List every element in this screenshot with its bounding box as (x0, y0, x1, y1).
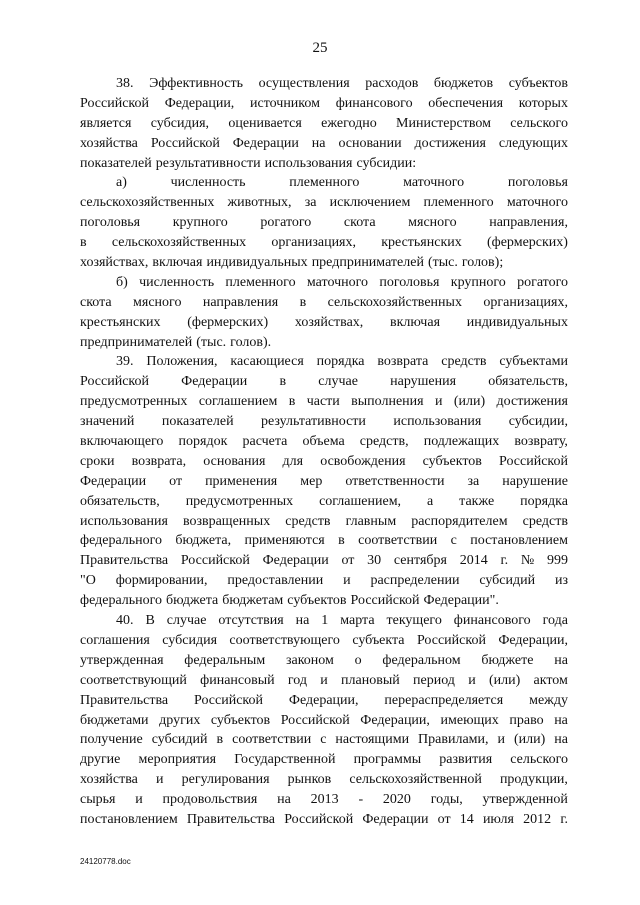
word: субсидий (151, 732, 208, 748)
word: организациях, (483, 294, 568, 310)
text-line (80, 134, 568, 154)
word: финансового (453, 613, 531, 629)
word: племенного (225, 274, 296, 290)
word: перераспределяется (384, 692, 504, 708)
word: отсутствия (218, 613, 284, 629)
text-line (80, 671, 568, 691)
word: о (354, 652, 362, 668)
word: 2020 (382, 792, 411, 808)
word: основании (338, 135, 402, 151)
word: Государственной (234, 752, 336, 768)
word: скота (80, 294, 112, 310)
word: Российской (80, 374, 149, 390)
word: главным (345, 513, 397, 529)
word: субъектов (422, 453, 482, 469)
text-line (80, 114, 568, 134)
word: крестьянских (80, 314, 161, 330)
word: значений (80, 414, 135, 430)
word: 1 (321, 613, 329, 629)
word: Федерации (80, 473, 147, 489)
word: сырья (80, 792, 116, 808)
word: субсидий (479, 573, 536, 589)
word: программы (353, 752, 422, 768)
word: федеральным (184, 652, 266, 668)
word: 39. (116, 354, 134, 370)
word: крупного (172, 215, 228, 231)
word: голов); (461, 255, 504, 271)
word: для (282, 453, 304, 469)
word: бюджета (166, 593, 219, 609)
word: Федерации (181, 374, 248, 390)
word: финансовый (200, 672, 275, 688)
word: сельского (510, 115, 568, 131)
word: направления, (489, 215, 568, 231)
word: бюджетами (80, 712, 149, 728)
word: в (338, 533, 345, 549)
word: средств (441, 354, 487, 370)
word: (или) (514, 732, 546, 748)
word: утвержденная (80, 652, 164, 668)
word: в (279, 374, 287, 390)
word: (фермерских) (187, 314, 269, 330)
word: порядка (316, 354, 365, 370)
text-line (80, 94, 568, 114)
word: поголовья (379, 274, 440, 290)
word: субъектов (287, 593, 347, 609)
word: г. (500, 553, 509, 569)
word: финансового (335, 95, 413, 111)
word: федерального (80, 593, 163, 609)
word: соответствии (232, 732, 312, 748)
text-line (80, 711, 568, 731)
word: и (343, 573, 351, 589)
word: годы, (430, 792, 463, 808)
word: 40. (116, 613, 134, 629)
word: направления (202, 294, 279, 310)
word: порядок (178, 434, 228, 450)
word: использования (264, 155, 353, 171)
word: утвержденной (482, 792, 568, 808)
word: Российской (284, 811, 354, 827)
word: имеющих (440, 712, 499, 728)
word: другие (80, 752, 121, 768)
word: соглашением, (319, 493, 402, 509)
word: федеральном (382, 652, 461, 668)
word: сроки (80, 453, 115, 469)
word: маточного (506, 195, 568, 211)
word: на (295, 613, 310, 629)
word: в (80, 235, 87, 251)
word: на (554, 712, 568, 728)
word: а) (116, 175, 127, 191)
word: части (306, 394, 340, 410)
word: предусмотренных (80, 394, 188, 410)
text-line (80, 492, 568, 512)
word: достижения (496, 394, 568, 410)
word: года (542, 613, 568, 629)
word: расчета (242, 434, 288, 450)
word: а (427, 493, 434, 509)
word: на (277, 792, 291, 808)
word: хозяйства (80, 135, 138, 151)
word: мероприятия (138, 752, 217, 768)
word: результативности (261, 414, 366, 430)
word: ежегодно (321, 115, 377, 131)
word: и (434, 394, 443, 410)
text-line (80, 412, 568, 432)
word: применяются (244, 533, 325, 549)
word: племенного (289, 175, 360, 191)
word: маточного (306, 274, 369, 290)
word: б) (116, 274, 128, 290)
word: Российской (350, 593, 420, 609)
word: (или) (488, 672, 521, 688)
word: право (509, 712, 544, 728)
word: Российской (80, 95, 149, 111)
word: средств, (359, 434, 409, 450)
word: крестьянских (381, 235, 462, 251)
word: сельскохозяйственных (327, 294, 462, 310)
word: субсидии: (356, 155, 417, 171)
word: Федерации, (288, 692, 359, 708)
word: рогатого (260, 215, 312, 231)
word: получение (80, 732, 143, 748)
word: подлежащих (423, 434, 500, 450)
word: случае (166, 613, 207, 629)
word: применения (205, 473, 278, 489)
text-line (80, 452, 568, 472)
word: за (467, 473, 480, 489)
word: субъектами (499, 354, 568, 370)
word: случае (318, 374, 358, 390)
word: достижения (414, 135, 486, 151)
word: сельскохозяйственных (111, 235, 247, 251)
word: Правительства (80, 553, 169, 569)
word: использования (80, 513, 168, 529)
word: в (288, 394, 296, 410)
word: бюджетам (222, 593, 284, 609)
word: Министерством (396, 115, 491, 131)
word: сельского (510, 752, 568, 768)
word: нарушения (390, 374, 457, 390)
word: которых (518, 95, 568, 111)
word: от (437, 811, 451, 827)
word: показателей (161, 414, 234, 430)
document-body (80, 74, 568, 830)
word: соответствии (358, 533, 438, 549)
word: Федерации (262, 553, 329, 569)
word: освобождения (320, 453, 406, 469)
word: расходов (365, 76, 419, 91)
word: обязательств, (488, 374, 568, 390)
word: бюджете (481, 652, 534, 668)
text-line (80, 213, 568, 233)
word: Правительства (186, 811, 276, 827)
page-number: 25 (312, 40, 328, 56)
text-line (80, 591, 568, 611)
word: поголовья (80, 215, 141, 231)
word: продовольствия (162, 792, 258, 808)
text-line (80, 512, 568, 532)
word: индивидуальных (466, 314, 568, 330)
word: и (156, 772, 164, 788)
word: Федерации". (423, 593, 499, 609)
word: формировании, (115, 573, 208, 589)
word: организациях, (271, 235, 356, 251)
word: возврата (377, 354, 429, 370)
word: Федерации, (164, 95, 235, 111)
text-line (80, 352, 568, 372)
word: 999 (546, 553, 568, 569)
word: между (529, 692, 568, 708)
word: средств (285, 513, 331, 529)
word: от (341, 553, 355, 569)
word: включая (152, 255, 203, 271)
word: маточного (403, 175, 465, 191)
word: настоящими (335, 732, 410, 748)
text-line (80, 571, 568, 591)
word: Российской (416, 632, 486, 648)
word: Федерации (362, 811, 429, 827)
word: распорядителем (411, 513, 508, 529)
text-line (80, 173, 568, 193)
word: включая (389, 314, 441, 330)
word: рогатого (517, 274, 568, 290)
word: предпринимателей (80, 334, 193, 350)
word: порядка (520, 493, 568, 509)
word: июля (482, 811, 514, 827)
word: осуществления (258, 76, 350, 91)
word: основания (203, 453, 266, 469)
text-line (80, 432, 568, 452)
word: и (497, 732, 506, 748)
text-line (80, 691, 568, 711)
word: за (304, 195, 317, 211)
word: с (320, 732, 327, 748)
word: № (520, 553, 535, 569)
word: мер (300, 473, 323, 489)
word: марта (340, 613, 375, 629)
word: соглашением (198, 394, 278, 410)
word: следующих (498, 135, 568, 151)
word: распределении (370, 573, 460, 589)
text-line (80, 770, 568, 790)
word: ответственности (345, 473, 445, 489)
word: развития (439, 752, 493, 768)
text-line (80, 333, 568, 353)
word: субсидия (162, 632, 218, 648)
word: и (468, 672, 476, 688)
word: объема (302, 434, 345, 450)
word: Российской (280, 712, 350, 728)
word: хозяйствах, (80, 255, 149, 271)
word: на (311, 135, 326, 151)
word: Положения, (146, 354, 218, 370)
word: регулирования (181, 772, 270, 788)
text-line (80, 293, 568, 313)
word: субъекта (352, 632, 405, 648)
word: других (159, 712, 201, 728)
word: сельскохозяйственной (349, 772, 482, 788)
word: 2013 (310, 792, 339, 808)
text-line (80, 631, 568, 651)
word: сентября (393, 553, 447, 569)
word: показателей (80, 155, 152, 171)
word: животных, (227, 195, 292, 211)
word: возврата, (131, 453, 187, 469)
word: текущего (386, 613, 442, 629)
word: Федерации (232, 135, 299, 151)
word: рынков (287, 772, 332, 788)
text-line (80, 193, 568, 213)
word: голов). (230, 334, 272, 350)
text-line (80, 154, 568, 174)
word: (тыс. (427, 255, 458, 271)
word: Правительства (80, 692, 169, 708)
word: возврату, (514, 434, 568, 450)
text-line (80, 74, 568, 94)
word: плановый (341, 672, 400, 688)
text-line (80, 253, 568, 273)
word: использования (393, 414, 482, 430)
word: 30 (367, 553, 382, 569)
word: поголовья (507, 175, 568, 191)
word: (тыс. (196, 334, 227, 350)
word: средств (522, 513, 568, 529)
word: Федерации, (498, 632, 568, 648)
word: 38. (116, 76, 134, 91)
word: мясного (133, 294, 182, 310)
word: является (80, 115, 132, 131)
word: соответствующий (80, 672, 187, 688)
word: источником (250, 95, 320, 111)
word: - (358, 792, 364, 808)
text-line (80, 392, 568, 412)
word: также (459, 493, 495, 509)
word: возвращенных (182, 513, 271, 529)
word: период (413, 672, 455, 688)
word: исключением (329, 195, 411, 211)
word: законом (285, 652, 334, 668)
word: сельскохозяйственных (80, 195, 215, 211)
word: (фермерских) (486, 235, 568, 251)
word: племенного (423, 195, 494, 211)
word: 2012 (523, 811, 552, 827)
word: хозяйства (80, 772, 138, 788)
word: численность (170, 175, 246, 191)
word: Эффективность (149, 76, 243, 91)
text-line (80, 551, 568, 571)
word: соответствующего (229, 632, 340, 648)
word: (или) (453, 394, 486, 410)
word: Российской (180, 553, 250, 569)
text-line (80, 790, 568, 810)
word: субсидия, (150, 115, 210, 131)
document-file-id: 24120778.doc (80, 857, 131, 866)
word: "О (80, 573, 96, 589)
text-line (80, 531, 568, 551)
word: и (320, 672, 328, 688)
word: предоставлении (227, 573, 324, 589)
word: численность (139, 274, 215, 290)
word: результативности (155, 155, 261, 171)
word: Российской (150, 135, 220, 151)
text-line (80, 730, 568, 750)
word: от (169, 473, 183, 489)
word: в (216, 732, 224, 748)
word: касающиеся (230, 354, 304, 370)
word: с (450, 533, 457, 549)
word: Правилами, (418, 732, 489, 748)
word: предусмотренных (185, 493, 294, 509)
text-line (80, 233, 568, 253)
word: субъектов (210, 712, 271, 728)
word: на (554, 652, 568, 668)
text-line (80, 372, 568, 392)
word: продукции, (499, 772, 568, 788)
word: в (299, 294, 307, 310)
word: на (554, 732, 568, 748)
word: год (287, 672, 308, 688)
word: бюджета, (175, 533, 232, 549)
word: Федерации, (360, 712, 430, 728)
word: 2014 (459, 553, 488, 569)
word: мясного (408, 215, 457, 231)
word: крупного (450, 274, 506, 290)
word: и (135, 792, 143, 808)
word: постановлением (470, 533, 568, 549)
word: выполнения (351, 394, 424, 410)
word: индивидуальных (206, 255, 308, 271)
text-line (80, 273, 568, 293)
word: актом (533, 672, 568, 688)
word: Российской (194, 692, 263, 708)
word: обеспечения (428, 95, 504, 111)
word: хозяйствах, (294, 314, 364, 330)
word: федерального (80, 533, 163, 549)
word: г. (560, 811, 568, 827)
text-line (80, 750, 568, 770)
word: включающего (80, 434, 164, 450)
text-line (80, 313, 568, 333)
word: обязательств, (80, 493, 160, 509)
text-line (80, 611, 568, 631)
word: предпринимателей (311, 255, 424, 271)
word: бюджетов (433, 76, 494, 91)
word: из (554, 573, 568, 589)
word: субсидии, (508, 414, 568, 430)
word: субъектов (508, 76, 568, 91)
word: постановлением (80, 811, 178, 827)
text-line (80, 651, 568, 671)
text-line (80, 472, 568, 492)
word: нарушение (502, 473, 568, 489)
word: оценивается (228, 115, 302, 131)
word: соглашения (80, 632, 150, 648)
word: 14 (459, 811, 474, 827)
word: В (145, 613, 155, 629)
word: скота (343, 215, 376, 231)
text-line (80, 810, 568, 830)
word: Российской (499, 453, 568, 469)
